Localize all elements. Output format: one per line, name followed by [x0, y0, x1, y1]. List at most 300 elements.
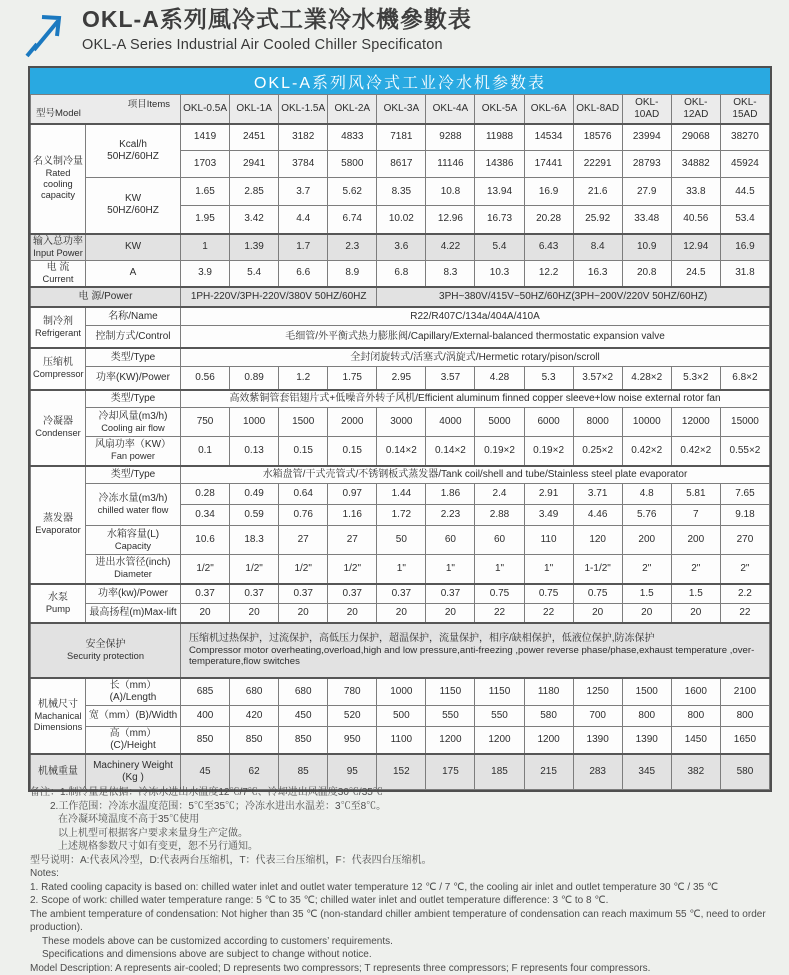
value-cell: 0.75: [573, 584, 622, 604]
section-label-compressor: 压缩机 Compressor: [31, 348, 86, 390]
document-header: [24, 6, 472, 58]
item-evaporator-type: 类型/Type: [86, 466, 181, 484]
value-cell: 22: [524, 604, 573, 623]
note-en-line: The ambient temperature of condensation: Not higher than 35 ℃ (non-standard chiller ambient temperature of condensation can reach maximum 55 ℃, need to order production).: [30, 908, 770, 935]
value-cell: 20: [377, 604, 426, 623]
value-cell: 33.8: [671, 178, 720, 206]
value-cell: 0.64: [279, 484, 328, 505]
note-en-line: Specifications and dimensions above are subject to change without notice.: [30, 948, 770, 962]
value-cell: 12.96: [426, 206, 475, 234]
value-cell: 0.15: [279, 437, 328, 466]
value-cell: 20.28: [524, 206, 573, 234]
item-cooling-airflow: 冷却风量(m3/h) Cooling air flow: [86, 408, 181, 437]
value-cell: 2": [671, 555, 720, 584]
value-cell: 34882: [671, 151, 720, 178]
value-cell: 500: [377, 705, 426, 726]
value-cell: OKL-5A: [475, 95, 524, 124]
value-cell: OKL-2A: [328, 95, 377, 124]
value-cell: 11988: [475, 124, 524, 151]
value-cell: 0.19×2: [524, 437, 573, 466]
value-cell: 1/2": [230, 555, 279, 584]
value-cell: 5.4: [230, 260, 279, 287]
item-compressor-power: 功率(KW)/Power: [86, 367, 181, 390]
value-cell: 9.18: [720, 505, 769, 526]
value-cell: 1.2: [279, 367, 328, 390]
row-kw-50: [31, 178, 770, 206]
value-cell: 25.92: [573, 206, 622, 234]
value-cell: 0.56: [181, 367, 230, 390]
value-cell: 8.4: [573, 234, 622, 261]
row-pump-power: [31, 584, 770, 604]
value-cell: 2": [720, 555, 769, 584]
value-cell: 27: [279, 526, 328, 555]
value-cell: 1": [426, 555, 475, 584]
value-cell: 152: [377, 754, 426, 790]
value-cell: 1": [475, 555, 524, 584]
value-cell: 1": [377, 555, 426, 584]
value-cell: 1": [524, 555, 573, 584]
value-cell: 16.73: [475, 206, 524, 234]
value-cell: 2.85: [230, 178, 279, 206]
value-cell: 15000: [720, 408, 769, 437]
value-cell: 16.9: [720, 234, 769, 261]
value-cell: 12.94: [671, 234, 720, 261]
item-fan-power: 风扇功率（KW） Fan power: [86, 437, 181, 466]
note-zh-line: 型号说明：A:代表风冷型，D:代表两台压缩机，T：代表三台压缩机，F：代表四台压缩机。: [30, 854, 770, 868]
value-cell: 2000: [328, 408, 377, 437]
value-cell: 23994: [622, 124, 671, 151]
table-banner: OKL-A系列风冷式工业冷水机参数表: [30, 68, 770, 94]
value-cell: 22291: [573, 151, 622, 178]
value-cell: 40.56: [671, 206, 720, 234]
value-cell: 0.89: [230, 367, 279, 390]
value-cell: 400: [181, 705, 230, 726]
note-zh-line: 备注：1.制冷量是依据：冷冻水进出水温度12℃/7℃、冷却进出风温度30℃/35℃: [30, 786, 770, 800]
section-label-refrigerant: 制冷剂 Refrigerant: [31, 307, 86, 348]
value-cell: 700: [573, 705, 622, 726]
value-cell: 1.16: [328, 505, 377, 526]
value-cell: 8.3: [426, 260, 475, 287]
value-cell: 4.22: [426, 234, 475, 261]
note-en-line: Model Description: A represents air-cooled; D represents two compressors; T represents three compressors; F represents four compressors.: [30, 962, 770, 975]
value-cell: 20: [426, 604, 475, 623]
value-cell: 3784: [279, 151, 328, 178]
value-cell: 10000: [622, 408, 671, 437]
section-label-current: 电 流 Current: [31, 260, 86, 287]
value-cell: 12.2: [524, 260, 573, 287]
value-cell: 24.5: [671, 260, 720, 287]
value-cell: OKL-6A: [524, 95, 573, 124]
page-title-en: OKL-A Series Industrial Air Cooled Chiller Specificaton: [82, 37, 472, 53]
item-compressor-type: 类型/Type: [86, 348, 181, 367]
value-cell: 950: [328, 726, 377, 754]
item-tank-capacity: 水箱容量(L) Capacity: [86, 526, 181, 555]
value-cell: OKL-1A: [230, 95, 279, 124]
power-supply-1ph: 1PH-220V/3PH-220V/380V 50HZ/60HZ: [181, 287, 377, 307]
value-cell: 18576: [573, 124, 622, 151]
value-cell: 580: [524, 705, 573, 726]
value-cell: 0.14×2: [426, 437, 475, 466]
value-cell: 0.28: [181, 484, 230, 505]
value-cell: 0.49: [230, 484, 279, 505]
arrow-up-right-logo-icon: [24, 10, 66, 58]
value-cell: 27: [328, 526, 377, 555]
value-cell: OKL-4A: [426, 95, 475, 124]
value-cell: 685: [181, 678, 230, 706]
value-cell: 1250: [573, 678, 622, 706]
value-cell: 1500: [279, 408, 328, 437]
value-cell: 850: [279, 726, 328, 754]
item-condenser-type: 类型/Type: [86, 390, 181, 408]
value-cell: 1419: [181, 124, 230, 151]
row-chilled-flow-50: [31, 484, 770, 505]
value-cell: 185: [475, 754, 524, 790]
unit-input-power: KW: [86, 234, 181, 261]
model-header-row: [31, 95, 770, 124]
value-cell: 3.57: [426, 367, 475, 390]
spec-table: [30, 94, 770, 790]
value-cell: 1100: [377, 726, 426, 754]
value-cell: 2.23: [426, 505, 475, 526]
value-cell: 4.28: [475, 367, 524, 390]
value-cell: 1150: [426, 678, 475, 706]
value-cell: 7: [671, 505, 720, 526]
value-cell: 0.15: [328, 437, 377, 466]
value-cell: 750: [181, 408, 230, 437]
value-cell: 1.5: [622, 584, 671, 604]
value-cell: 0.37: [181, 584, 230, 604]
value-cell: 2.2: [720, 584, 769, 604]
value-cell: 3.42: [230, 206, 279, 234]
row-condenser-type: [31, 390, 770, 408]
row-height: [31, 726, 770, 754]
value-cell: 5.81: [671, 484, 720, 505]
row-max-lift: [31, 604, 770, 623]
value-cell: 1.72: [377, 505, 426, 526]
value-cell: 0.37: [328, 584, 377, 604]
value-cell: 1703: [181, 151, 230, 178]
row-compressor-power: [31, 367, 770, 390]
value-cell: 20: [622, 604, 671, 623]
value-cell: 16.9: [524, 178, 573, 206]
value-cell: 4833: [328, 124, 377, 151]
value-cell: 3182: [279, 124, 328, 151]
note-en-line: These models above can be customized according to customers’ requirements.: [30, 935, 770, 949]
note-en-line: 2. Scope of work: chilled water temperature range: 5 ℃ to 35 ℃; chilled water inlet and outlet temperature difference: 3 ℃ to 8 ℃.: [30, 894, 770, 908]
value-cell: 6000: [524, 408, 573, 437]
item-refrigerant-name: 名称/Name: [86, 307, 181, 326]
value-cell: 5.4: [475, 234, 524, 261]
value-cell: 5.76: [622, 505, 671, 526]
page-title-zh: OKL-A系列風冷式工業冷水機參數表: [82, 6, 472, 34]
value-cell: 800: [720, 705, 769, 726]
value-cell: 215: [524, 754, 573, 790]
value-cell: OKL-1.5A: [279, 95, 328, 124]
row-weight: [31, 754, 770, 790]
row-length: [31, 678, 770, 706]
value-cell: OKL-15AD: [720, 95, 769, 124]
item-chilled-flow: 冷冻水量(m3/h) chilled water flow: [86, 484, 181, 526]
value-cell: 0.37: [377, 584, 426, 604]
value-cell: 2100: [720, 678, 769, 706]
value-cell: 580: [720, 754, 769, 790]
value-cell: 1200: [524, 726, 573, 754]
value-cell: 10.6: [181, 526, 230, 555]
value-cell: 8000: [573, 408, 622, 437]
value-cell: 7181: [377, 124, 426, 151]
unit-current: A: [86, 260, 181, 287]
value-cell: 2": [622, 555, 671, 584]
value-cell: 120: [573, 526, 622, 555]
note-zh-line: 2.工作范围：冷冻水温度范围：5℃至35℃；冷冻水进出水温差：3℃至8℃。: [30, 800, 770, 814]
value-cell: 382: [671, 754, 720, 790]
value-cell: 6.8×2: [720, 367, 769, 390]
value-cell: 3.49: [524, 505, 573, 526]
value-cell: 6.43: [524, 234, 573, 261]
value-cell: 1200: [426, 726, 475, 754]
value-cell: 850: [181, 726, 230, 754]
value-cell: 21.6: [573, 178, 622, 206]
value-cell: 1.86: [426, 484, 475, 505]
value-cell: 12000: [671, 408, 720, 437]
value-cell: 0.13: [230, 437, 279, 466]
row-security: [31, 623, 770, 678]
row-compressor-type: [31, 348, 770, 367]
value-cell: 1/2": [328, 555, 377, 584]
value-cell: 0.76: [279, 505, 328, 526]
section-label-rated: 名义制冷量 Rated cooling capacity: [31, 124, 86, 234]
value-cell: 345: [622, 754, 671, 790]
value-cell: 550: [426, 705, 475, 726]
value-cell: 1-1/2": [573, 555, 622, 584]
security-text: 压缩机过热保护，过流保护，高低压力保护，超温保护，流量保护，相序/缺相保护，低液位保护,防冻保护 Compressor motor overheating,overload,high and low pressure,anti-freezing ,power reverse phase/phase,exhaust temperature ,over-temperature,flow switches: [181, 623, 770, 678]
item-weight: Machinery Weight (Kg ): [86, 754, 181, 790]
value-cell: 0.37: [426, 584, 475, 604]
value-cell: 420: [230, 705, 279, 726]
item-pipe-diameter: 进出水管径(inch) Diameter: [86, 555, 181, 584]
row-kcal-50: [31, 124, 770, 151]
value-cell: 2451: [230, 124, 279, 151]
value-cell: 60: [475, 526, 524, 555]
value-cell: 1150: [475, 678, 524, 706]
value-cell: 1000: [230, 408, 279, 437]
value-cell: 1.39: [230, 234, 279, 261]
value-cell: 0.42×2: [622, 437, 671, 466]
row-width: [31, 705, 770, 726]
row-tank-capacity: [31, 526, 770, 555]
value-cell: 0.55×2: [720, 437, 769, 466]
value-cell: 1600: [671, 678, 720, 706]
value-cell: 60: [426, 526, 475, 555]
value-cell: 0.25×2: [573, 437, 622, 466]
row-refrigerant-control: [31, 326, 770, 348]
item-max-lift: 最高扬程(m)Max-lift: [86, 604, 181, 623]
value-cell: 38270: [720, 124, 769, 151]
item-width: 宽（mm）(B)/Width: [86, 705, 181, 726]
value-cell: 780: [328, 678, 377, 706]
corner-cell: [31, 95, 181, 124]
value-cell: 3.6: [377, 234, 426, 261]
value-cell: 200: [671, 526, 720, 555]
value-cell: OKL-8AD: [573, 95, 622, 124]
value-cell: 1.5: [671, 584, 720, 604]
item-refrigerant-control: 控制方式/Control: [86, 326, 181, 348]
value-cell: 1/2": [181, 555, 230, 584]
row-input-power: [31, 234, 770, 261]
value-cell: 45924: [720, 151, 769, 178]
section-label-weight: 机械重量: [31, 754, 86, 790]
note-zh-line: 以上机型可根据客户要求来量身生产定做。: [30, 827, 770, 841]
value-cell: 5.3×2: [671, 367, 720, 390]
value-cell: 1.95: [181, 206, 230, 234]
value-cell: 1650: [720, 726, 769, 754]
value-cell: 1390: [573, 726, 622, 754]
value-cell: 10.8: [426, 178, 475, 206]
section-label-condenser: 冷凝器 Condenser: [31, 390, 86, 466]
row-power-supply: [31, 287, 770, 307]
value-cell: 8.9: [328, 260, 377, 287]
value-cell: 0.14×2: [377, 437, 426, 466]
value-cell: 44.5: [720, 178, 769, 206]
value-cell: 6.74: [328, 206, 377, 234]
row-current: [31, 260, 770, 287]
value-cell: 33.48: [622, 206, 671, 234]
value-cell: 0.75: [524, 584, 573, 604]
value-cell: 550: [475, 705, 524, 726]
value-cell: OKL-10AD: [622, 95, 671, 124]
value-cell: 22: [475, 604, 524, 623]
title-block: [82, 6, 472, 53]
value-cell: 85: [279, 754, 328, 790]
value-cell: 3.9: [181, 260, 230, 287]
value-cell: 2.3: [328, 234, 377, 261]
value-cell: 283: [573, 754, 622, 790]
value-cell: 4.46: [573, 505, 622, 526]
value-cell: 175: [426, 754, 475, 790]
value-cell: 50: [377, 526, 426, 555]
value-cell: 2.95: [377, 367, 426, 390]
section-label-dimensions: 机械尺寸 Machanical Dimensions: [31, 678, 86, 754]
value-cell: 0.1: [181, 437, 230, 466]
value-cell: 850: [230, 726, 279, 754]
refrigerant-name-value: R22/R407C/134a/404A/410A: [181, 307, 770, 326]
value-cell: 3000: [377, 408, 426, 437]
value-cell: 2941: [230, 151, 279, 178]
row-evaporator-type: [31, 466, 770, 484]
value-cell: 9288: [426, 124, 475, 151]
value-cell: 1.7: [279, 234, 328, 261]
value-cell: 14386: [475, 151, 524, 178]
value-cell: OKL-3A: [377, 95, 426, 124]
section-label-power: 电 源/Power: [31, 287, 181, 307]
value-cell: 270: [720, 526, 769, 555]
value-cell: 0.37: [279, 584, 328, 604]
value-cell: 17441: [524, 151, 573, 178]
value-cell: 10.9: [622, 234, 671, 261]
value-cell: 20: [328, 604, 377, 623]
notes-block: [30, 786, 770, 975]
item-length: 长（mm）(A)/Length: [86, 678, 181, 706]
section-label-security: 安全保护 Security protection: [31, 623, 181, 678]
value-cell: 2.91: [524, 484, 573, 505]
value-cell: 1180: [524, 678, 573, 706]
value-cell: 1.75: [328, 367, 377, 390]
value-cell: 200: [622, 526, 671, 555]
value-cell: 31.8: [720, 260, 769, 287]
value-cell: 20: [279, 604, 328, 623]
row-cooling-airflow: [31, 408, 770, 437]
value-cell: 20: [573, 604, 622, 623]
value-cell: 8.35: [377, 178, 426, 206]
value-cell: 5000: [475, 408, 524, 437]
value-cell: 5.3: [524, 367, 573, 390]
value-cell: 520: [328, 705, 377, 726]
value-cell: 1390: [622, 726, 671, 754]
note-en-line: 1. Rated cooling capacity is based on: chilled water inlet and outlet water temperature 12 ℃ / 7 ℃, the cooling air inlet and outlet temperature 30 ℃ / 35 ℃: [30, 881, 770, 895]
value-cell: 2.4: [475, 484, 524, 505]
value-cell: 800: [671, 705, 720, 726]
value-cell: 1.44: [377, 484, 426, 505]
item-pump-power: 功率(kw)/Power: [86, 584, 181, 604]
note-zh-line: 在冷凝环境温度不高于35℃使用: [30, 813, 770, 827]
unit-kcal: Kcal/h 50HZ/60HZ: [86, 124, 181, 178]
value-cell: 0.75: [475, 584, 524, 604]
unit-kw: KW 50HZ/60HZ: [86, 178, 181, 234]
value-cell: 20.8: [622, 260, 671, 287]
value-cell: 450: [279, 705, 328, 726]
value-cell: OKL-12AD: [671, 95, 720, 124]
value-cell: 6.8: [377, 260, 426, 287]
value-cell: 5800: [328, 151, 377, 178]
row-fan-power: [31, 437, 770, 466]
corner-items-label: 项目Items: [128, 99, 170, 110]
spec-table-wrapper: [28, 66, 772, 792]
value-cell: 1.65: [181, 178, 230, 206]
value-cell: 13.94: [475, 178, 524, 206]
value-cell: 20: [671, 604, 720, 623]
value-cell: OKL-0.5A: [181, 95, 230, 124]
value-cell: 1200: [475, 726, 524, 754]
value-cell: 20: [181, 604, 230, 623]
value-cell: 10.02: [377, 206, 426, 234]
value-cell: 4.8: [622, 484, 671, 505]
value-cell: 10.3: [475, 260, 524, 287]
condenser-type-value: 高效紫铜管套铝翅片式+低噪音外转子风机/Efficient aluminum finned copper sleeve+low noise external rotor fan: [181, 390, 770, 408]
power-supply-3ph: 3PH~380V/415V~50HZ/60HZ(3PH~200V/220V 50HZ/60HZ): [377, 287, 770, 307]
value-cell: 1/2": [279, 555, 328, 584]
note-zh-line: 上述规格参数尺寸如有变更，恕不另行通知。: [30, 840, 770, 854]
value-cell: 16.3: [573, 260, 622, 287]
value-cell: 3.57×2: [573, 367, 622, 390]
section-label-pump: 水泵 Pump: [31, 584, 86, 623]
value-cell: 7.65: [720, 484, 769, 505]
value-cell: 4.28×2: [622, 367, 671, 390]
value-cell: 0.34: [181, 505, 230, 526]
value-cell: 1500: [622, 678, 671, 706]
compressor-type-value: 全封闭旋转式/活塞式/涡旋式/Hermetic rotary/pison/scroll: [181, 348, 770, 367]
value-cell: 4000: [426, 408, 475, 437]
value-cell: 22: [720, 604, 769, 623]
section-label-input-power: 输入总功率 Input Power: [31, 234, 86, 261]
value-cell: 27.9: [622, 178, 671, 206]
item-height: 高（mm）(C)/Height: [86, 726, 181, 754]
value-cell: 28793: [622, 151, 671, 178]
value-cell: 8617: [377, 151, 426, 178]
row-pipe-diameter: [31, 555, 770, 584]
value-cell: 53.4: [720, 206, 769, 234]
value-cell: 20: [230, 604, 279, 623]
value-cell: 14534: [524, 124, 573, 151]
